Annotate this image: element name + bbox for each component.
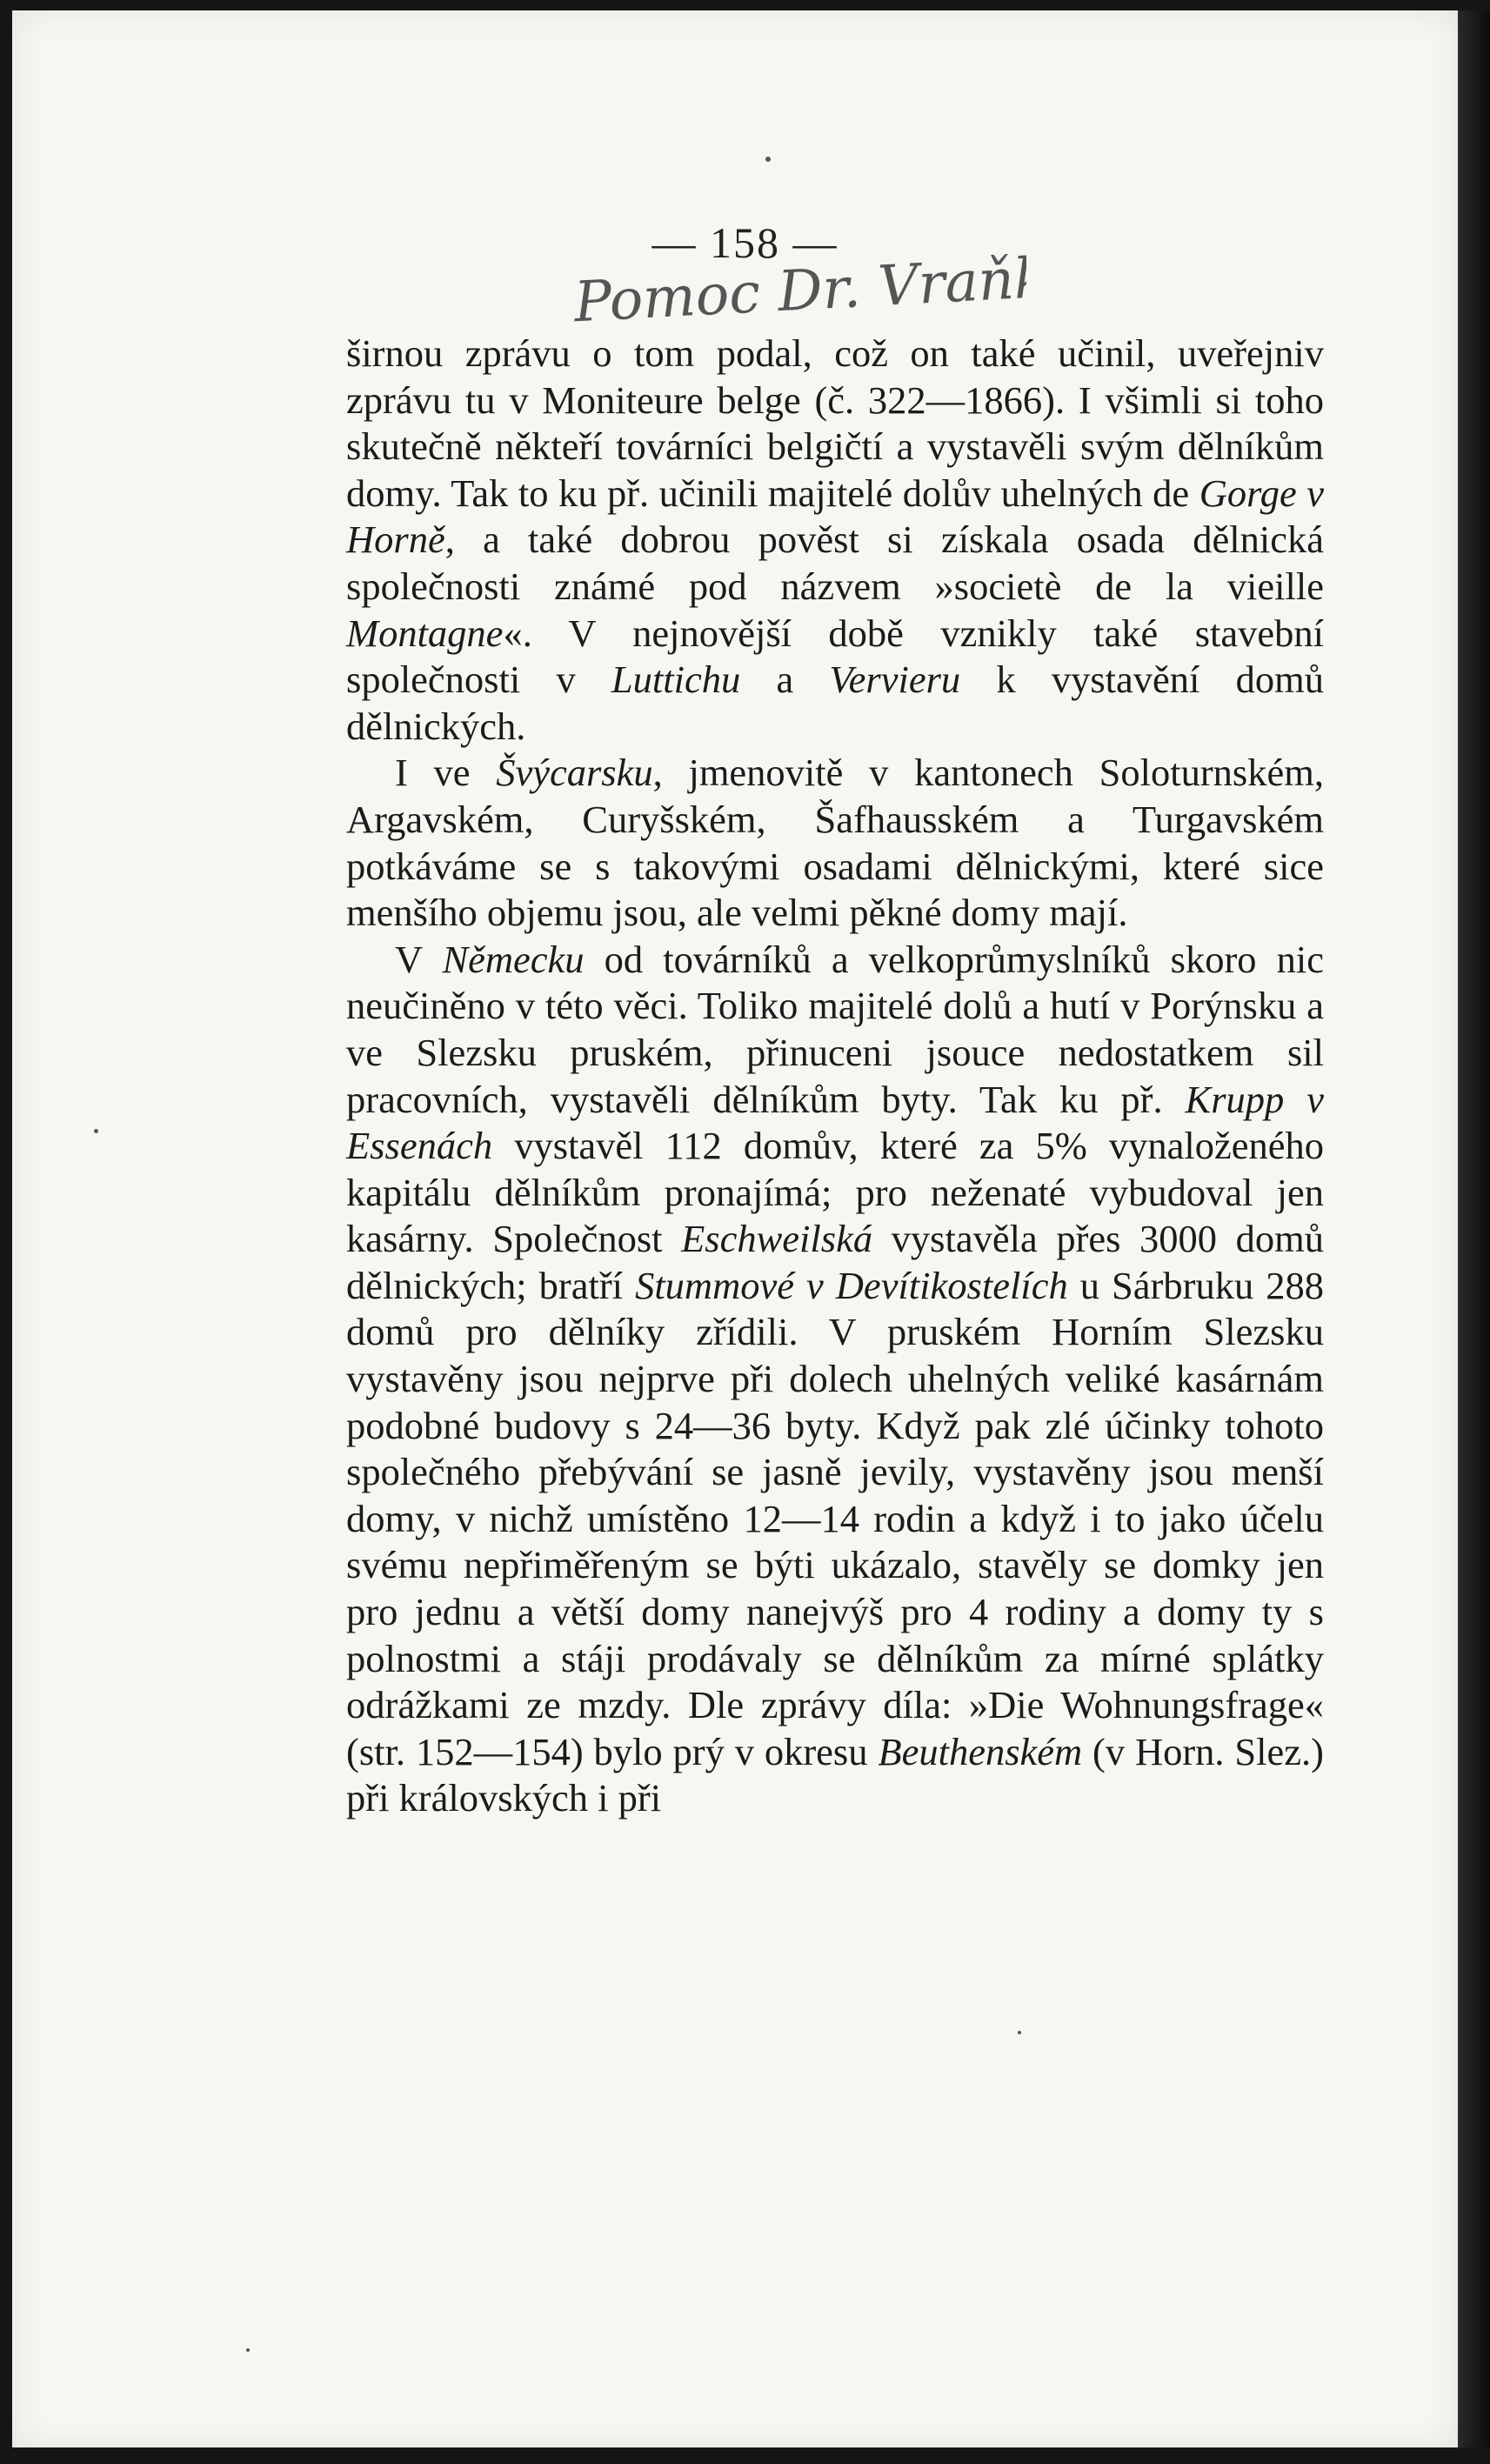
scan-speck [1018,2031,1021,2034]
handwritten-note-text: Pomoc Dr. Vraňka [572,244,1026,336]
page-edge-shadow [1458,10,1490,2447]
paragraph-belgium: širnou zprávu o tom podal, což on také učinil, uveřejniv zprávu tu v Moniteure belge (č. 322—1866). I všimli si toho skutečně někteří továrníci belgičtí a vystavěli svým dělníkům domy. Tak to ku př. učinili majitelé dolův uhelných de Gorge v Horně, a také dobrou pověst si získala osada dělnická společnosti známé pod názvem »societè de la vieille Montagne«. V nejnovější době vznikly také stavební společnosti v Luttichu a Vervieru k vystavění domů dělnických. [346,331,1324,748]
page-number: — 158 — [651,218,839,267]
scan-speck [765,157,771,162]
scan-speck [94,1129,98,1133]
paragraph-germany: V Německu od továrníků a velkoprůmyslníků skoro nic neučiněno v této věci. Toliko majitelé dolů a hutí v Porýnsku a ve Slezsku pruském, přinuceni jsouce nedostatkem sil pracovních, vystavěli dělníkům byty. Tak ku př. Krupp v Essenách vystavěl 112 domův, které za 5% vynaloženého kapitálu dělníkům pronajímá; pro neženaté vybudoval jen kasárny. Společnost Eschweilská vystavěla přes 3000 domů dělnických; bratří Stummové v Devítikostelích u Sárbruku 288 domů pro dělníky zřídili. V pruském Horním Slezsku vystavěny jsou nejprve při dolech uhelných veliké kasárnám podobné budovy s 24—36 byty. Když pak zlé účinky tohoto společného přebývání se jasně jevily, vystavěny jsou menší domy, v nichž umístěno 12—14 rodin a když i to jako účelu svému nepřiměřeným se býti ukázalo, stavěly se domky jen pro jednu a větší domy nanejvýš pro 4 rodiny a domy ty s polnostmi a stáji prodávaly se dělníkům za mírné splátky odrážkami ze mzdy. Dle zprávy díla: »Die Wohnungsfrage« (str. 152—154) bylo prý v okresu Beuthenském (v Horn. Slez.) při královských i při [346,937,1324,1820]
paragraph-switzerland: I ve Švýcarsku, jmenovitě v kantonech Soloturnském, Argavském, Curyšském, Šafhausském a Turgavském potkáváme se s takovými osadami dělnickými, které sice menšího objemu jsou, ale velmi pěkné domy mají. [346,751,1324,935]
scan-speck [246,2348,250,2352]
body-text [346,331,1324,1822]
